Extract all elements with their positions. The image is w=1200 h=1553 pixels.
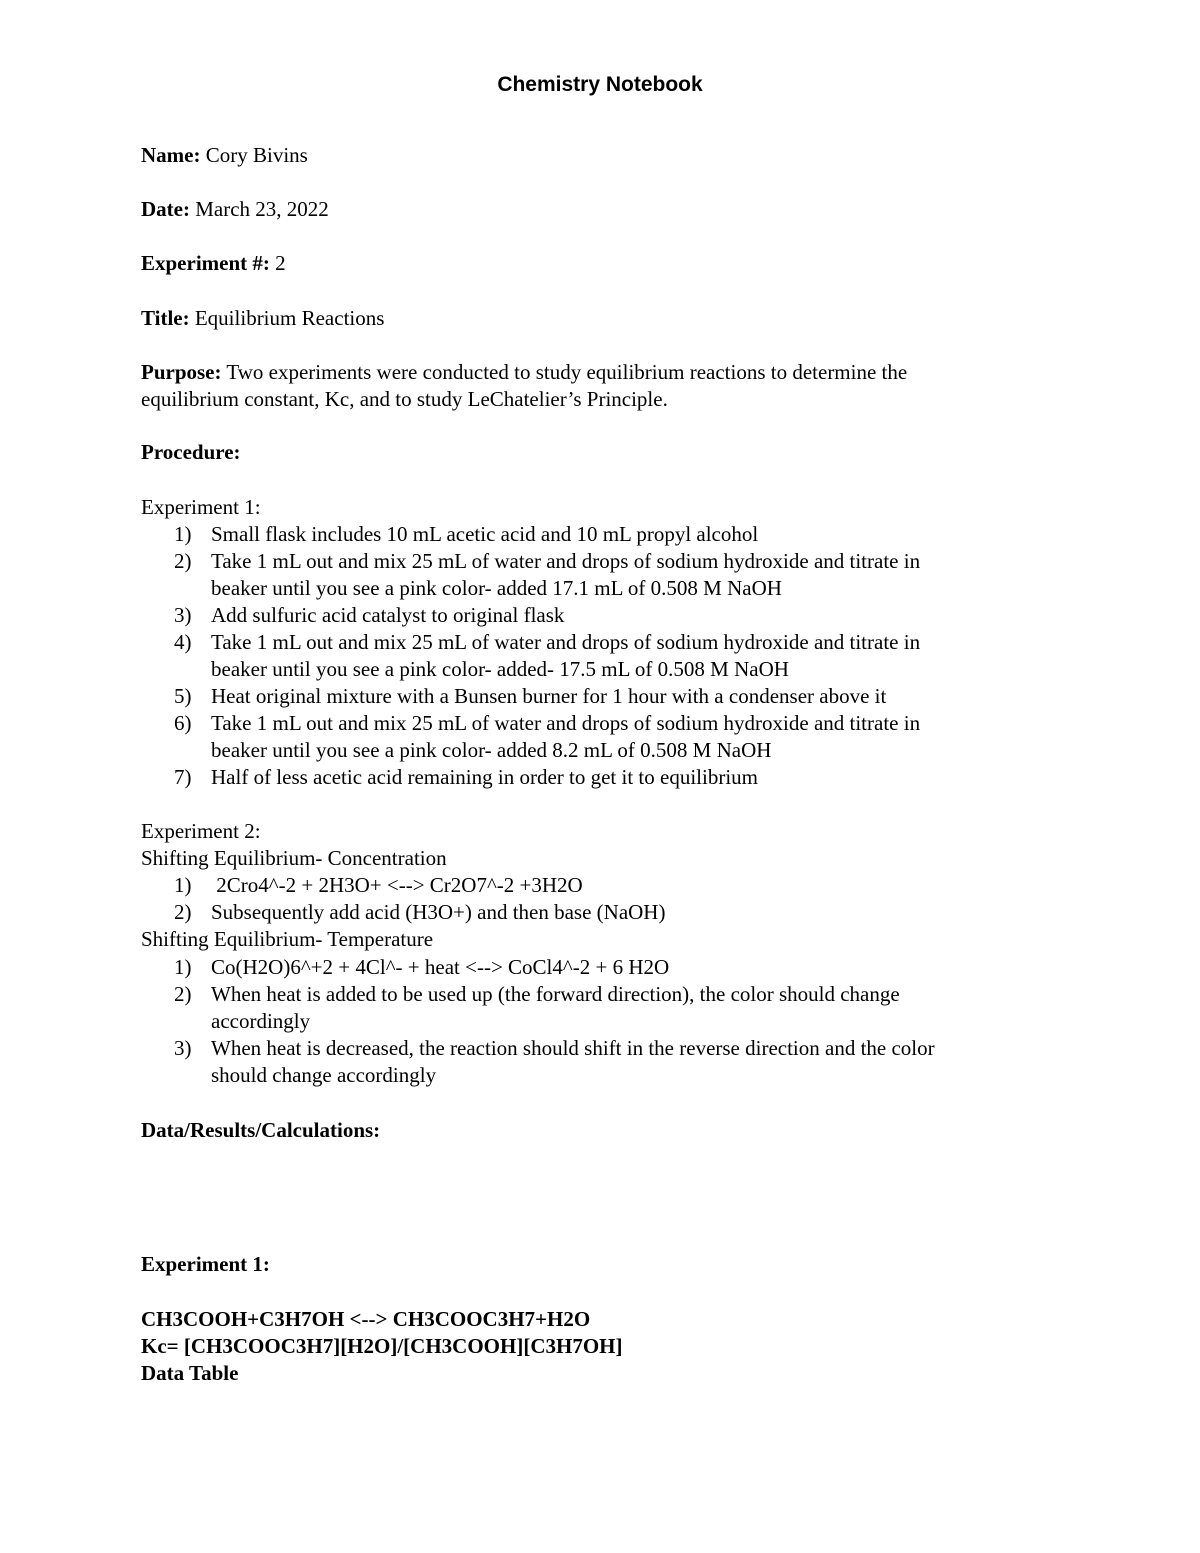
list-text: When heat is decreased, the reaction should shift in the reverse direction and the color — [211, 1036, 935, 1060]
list-item — [174, 981, 900, 1008]
purpose-field — [141, 359, 907, 386]
list-text-continued: should change accordingly — [211, 1063, 437, 1087]
list-text: 2Cro4^-2 + 2H3O+ <--> Cr2O7^-2 +3H2O — [211, 873, 583, 897]
title-field — [141, 305, 384, 332]
list-text-continued: accordingly — [211, 1009, 311, 1033]
page-title: Chemistry Notebook — [497, 73, 703, 96]
list-number: 1) — [174, 873, 192, 897]
title-label: Title: — [141, 306, 190, 330]
kc-expression: Kc= [CH3COOC3H7][H2O]/[CH3COOH][C3H7OH] — [141, 1334, 623, 1358]
list-text: Heat original mixture with a Bunsen burner for 1 hour with a condenser above it — [211, 684, 887, 708]
list-number: 7) — [174, 765, 192, 789]
list-number: 4) — [174, 630, 192, 654]
list-text-continued: beaker until you see a pink color- added 8.2 mL of 0.508 M NaOH — [211, 738, 772, 762]
list-item — [174, 899, 665, 926]
list-number: 2) — [174, 549, 192, 573]
list-text: When heat is added to be used up (the forward direction), the color should change — [211, 982, 900, 1006]
list-number: 5) — [174, 684, 192, 708]
list-number: 1) — [174, 955, 192, 979]
date-field — [141, 196, 329, 223]
date-label: Date: — [141, 197, 190, 221]
name-value: Cory Bivins — [205, 143, 308, 167]
list-item — [174, 710, 920, 737]
temperature-heading: Shifting Equilibrium- Temperature — [141, 927, 434, 951]
list-item — [174, 683, 886, 710]
list-text: Take 1 mL out and mix 25 mL of water and drops of sodium hydroxide and titrate in — [211, 630, 921, 654]
list-text-continued: beaker until you see a pink color- added- 17.5 mL of 0.508 M NaOH — [211, 657, 789, 681]
purpose-text-line2: equilibrium constant, Kc, and to study LeChatelier’s Principle. — [141, 387, 668, 411]
list-item — [174, 954, 669, 981]
purpose-label: Purpose: — [141, 360, 222, 384]
list-item — [174, 602, 564, 629]
list-text: Small flask includes 10 mL acetic acid and 10 mL propyl alcohol — [211, 522, 759, 546]
name-field — [141, 142, 308, 169]
list-number: 2) — [174, 900, 192, 924]
list-number: 3) — [174, 603, 192, 627]
list-item — [174, 764, 758, 791]
list-text-continued: beaker until you see a pink color- added 17.1 mL of 0.508 M NaOH — [211, 576, 782, 600]
date-value: March 23, 2022 — [195, 197, 329, 221]
experiment-2-heading: Experiment 2: — [141, 819, 261, 843]
experiment-number-label: Experiment #: — [141, 251, 270, 275]
list-text: Take 1 mL out and mix 25 mL of water and drops of sodium hydroxide and titrate in — [211, 549, 921, 573]
list-item — [174, 521, 758, 548]
list-text: Half of less acetic acid remaining in order to get it to equilibrium — [211, 765, 758, 789]
list-text: Add sulfuric acid catalyst to original flask — [211, 603, 565, 627]
list-item — [174, 629, 920, 656]
list-item — [174, 548, 920, 575]
list-number: 1) — [174, 522, 192, 546]
title-value: Equilibrium Reactions — [194, 306, 385, 330]
concentration-heading: Shifting Equilibrium- Concentration — [141, 846, 447, 870]
list-number: 3) — [174, 1036, 192, 1060]
list-text: Take 1 mL out and mix 25 mL of water and drops of sodium hydroxide and titrate in — [211, 711, 921, 735]
results-experiment-1-heading: Experiment 1: — [141, 1252, 270, 1276]
experiment-number-field — [141, 250, 286, 277]
list-text: Co(H2O)6^+2 + 4Cl^- + heat <--> CoCl4^-2 + 6 H2O — [211, 955, 670, 979]
data-table-heading: Data Table — [141, 1361, 239, 1385]
results-heading: Data/Results/Calculations: — [141, 1118, 381, 1142]
name-label: Name: — [141, 143, 201, 167]
procedure-heading: Procedure: — [141, 440, 241, 464]
list-text: Subsequently add acid (H3O+) and then base (NaOH) — [211, 900, 666, 924]
list-number: 6) — [174, 711, 192, 735]
experiment-1-heading: Experiment 1: — [141, 495, 261, 519]
purpose-text-line1: Two experiments were conducted to study equilibrium reactions to determine the — [226, 360, 908, 384]
list-item — [174, 872, 583, 899]
list-item — [174, 1035, 935, 1062]
reaction-equation: CH3COOH+C3H7OH <--> CH3COOC3H7+H2O — [141, 1307, 591, 1331]
experiment-number-value: 2 — [275, 251, 286, 275]
list-number: 2) — [174, 982, 192, 1006]
